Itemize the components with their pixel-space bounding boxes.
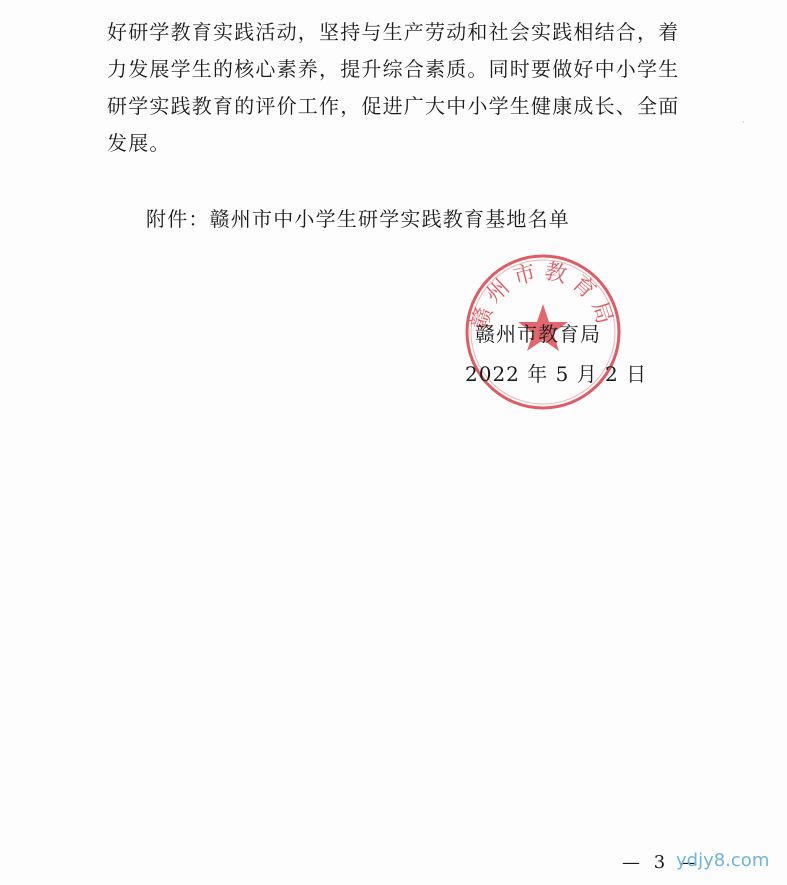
scan-speck: · <box>742 118 745 127</box>
paragraph-line: 好研学教育实践活动，坚持与生产劳动和社会实践相结合，着 <box>107 20 680 44</box>
paragraph-line: 力发展学生的核心素养，提升综合素质。同时要做好中小学生 <box>107 57 680 81</box>
attachment-note: 附件：赣州市中小学生研学实践教育基地名单 <box>146 207 570 231</box>
paragraph-line: 发展。 <box>107 131 171 155</box>
paragraph-line: 研学实践教育的评价工作，促进广大中小学生健康成长、全面 <box>107 94 680 118</box>
issue-date: 2022 年 5 月 2 日 <box>465 362 648 386</box>
site-watermark: ydjy8.com <box>676 850 770 871</box>
body-paragraph <box>107 14 707 162</box>
svg-text:赣州市教育局: 赣州市教育局 <box>467 259 619 333</box>
signature-block <box>465 314 648 394</box>
issuing-organization: 赣州市教育局 <box>475 322 601 346</box>
page-number: — 3 — <box>622 852 701 873</box>
